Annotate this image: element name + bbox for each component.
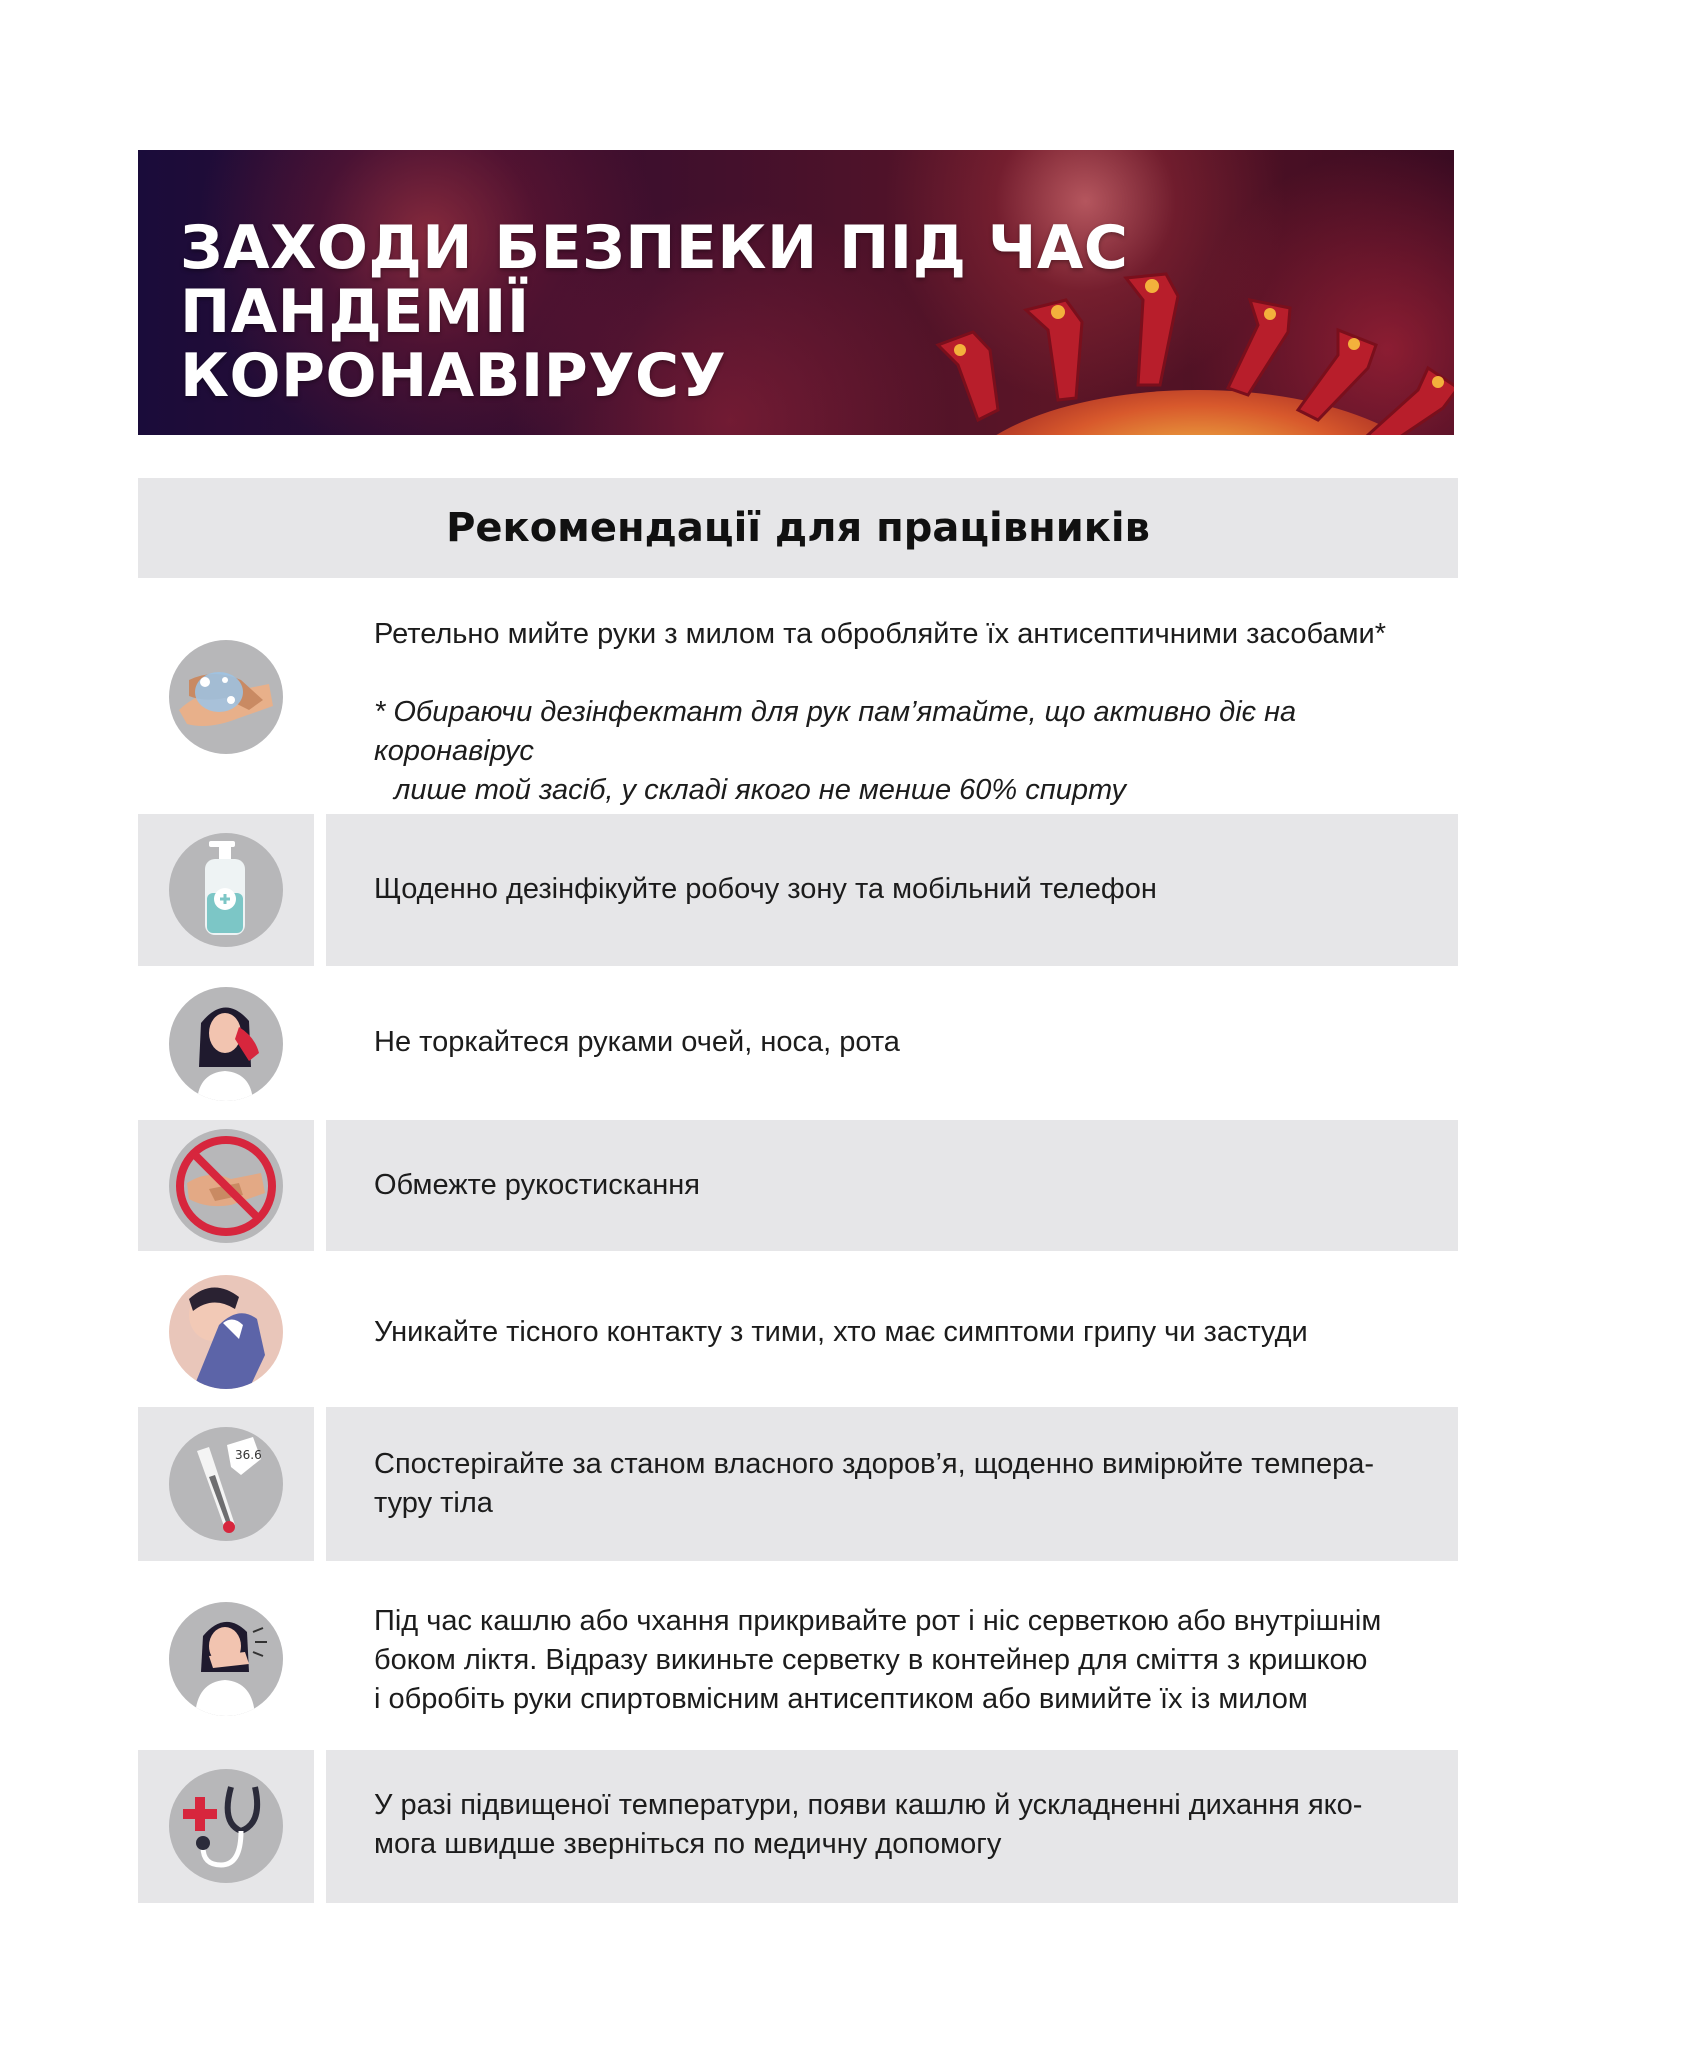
recommendation-text: Ретельно мийте руки з милом та обробляйте їх антисептичними засобами* [374, 618, 1387, 650]
recommendation-icon-cell [138, 600, 314, 802]
thermometer-icon [169, 1427, 283, 1541]
recommendation-text [374, 1602, 1448, 1719]
recommendation-text-line3: і обробіть руки спиртовмісним антисептиком або вимийте їх із милом [374, 1683, 1308, 1715]
hand-washing-icon [169, 640, 283, 754]
recommendation-icon-cell [138, 1407, 314, 1561]
recommendation-icon-cell [138, 1572, 314, 1736]
recommendation-row [326, 1750, 1458, 1903]
banner-title-line2: КОРОНАВІРУСУ [180, 341, 727, 411]
recommendation-row [326, 600, 1458, 806]
recommendation-text-line1: Під час кашлю або чхання прикривайте рот і ніс серветкою або внутрішнім [374, 1605, 1382, 1637]
recommendation-text: Обмежте рукостискання [374, 1169, 700, 1201]
recommendation-row [326, 1120, 1458, 1251]
recommendation-text-line1: У разі підвищеної температури, появи кашлю й ускладненні дихання яко- [374, 1789, 1363, 1821]
recommendation-text-line1: Спостерігайте за станом власного здоров’я, щоденно вимірюйте темпера- [374, 1448, 1375, 1480]
recommendation-text: Уникайте тісного контакту з тими, хто має симптоми грипу чи застуди [374, 1316, 1308, 1348]
recommendation-row [326, 814, 1458, 966]
recommendation-row [326, 1263, 1458, 1405]
recommendation-text [374, 1445, 1448, 1523]
recommendation-icon-cell [138, 1120, 314, 1251]
recommendation-text: Щоденно дезінфікуйте робочу зону та мобільний телефон [374, 873, 1157, 905]
recommendation-text-line2: мога швидше зверніться по медичну допомогу [374, 1828, 1002, 1860]
recommendation-text-line2: туру тіла [374, 1487, 493, 1519]
recommendation-text-line2: боком ліктя. Відразу викиньте серветку в контейнер для сміття з кришкою [374, 1644, 1368, 1676]
coughing-woman-icon [169, 1602, 283, 1716]
recommendation-icon-cell [138, 978, 314, 1110]
recommendation-footnote [374, 693, 1448, 810]
recommendation-text: Не торкайтеся руками очей, носа, рота [374, 1026, 900, 1058]
recommendation-icon-cell [138, 814, 314, 966]
recommendation-icon-cell [138, 1263, 314, 1405]
section-header [138, 478, 1458, 578]
banner-title [180, 213, 1454, 411]
header-banner [138, 150, 1454, 435]
banner-title-line1: ЗАХОДИ БЕЗПЕКИ ПІД ЧАС ПАНДЕМІЇ [180, 213, 1129, 347]
woman-touching-face-icon [169, 987, 283, 1101]
section-title: Рекомендації для працівників [446, 505, 1150, 551]
no-handshake-icon [169, 1129, 283, 1243]
thermometer-reading: 36.6 [235, 1448, 262, 1462]
recommendation-icon-cell [138, 1750, 314, 1903]
stethoscope-icon [169, 1769, 283, 1883]
recommendation-row [326, 978, 1458, 1110]
footnote-line1: * Обираючи дезінфектант для рук пам’ятайте, що активно діє на коронавірус [374, 696, 1297, 767]
sneezing-person-icon [169, 1275, 283, 1389]
recommendation-row [326, 1572, 1458, 1736]
footnote-line2: лише той засіб, у складі якого не менше 60% спирту [394, 774, 1126, 806]
recommendation-row [326, 1407, 1458, 1561]
sanitizer-bottle-icon [169, 833, 283, 947]
recommendation-text [374, 1786, 1448, 1864]
